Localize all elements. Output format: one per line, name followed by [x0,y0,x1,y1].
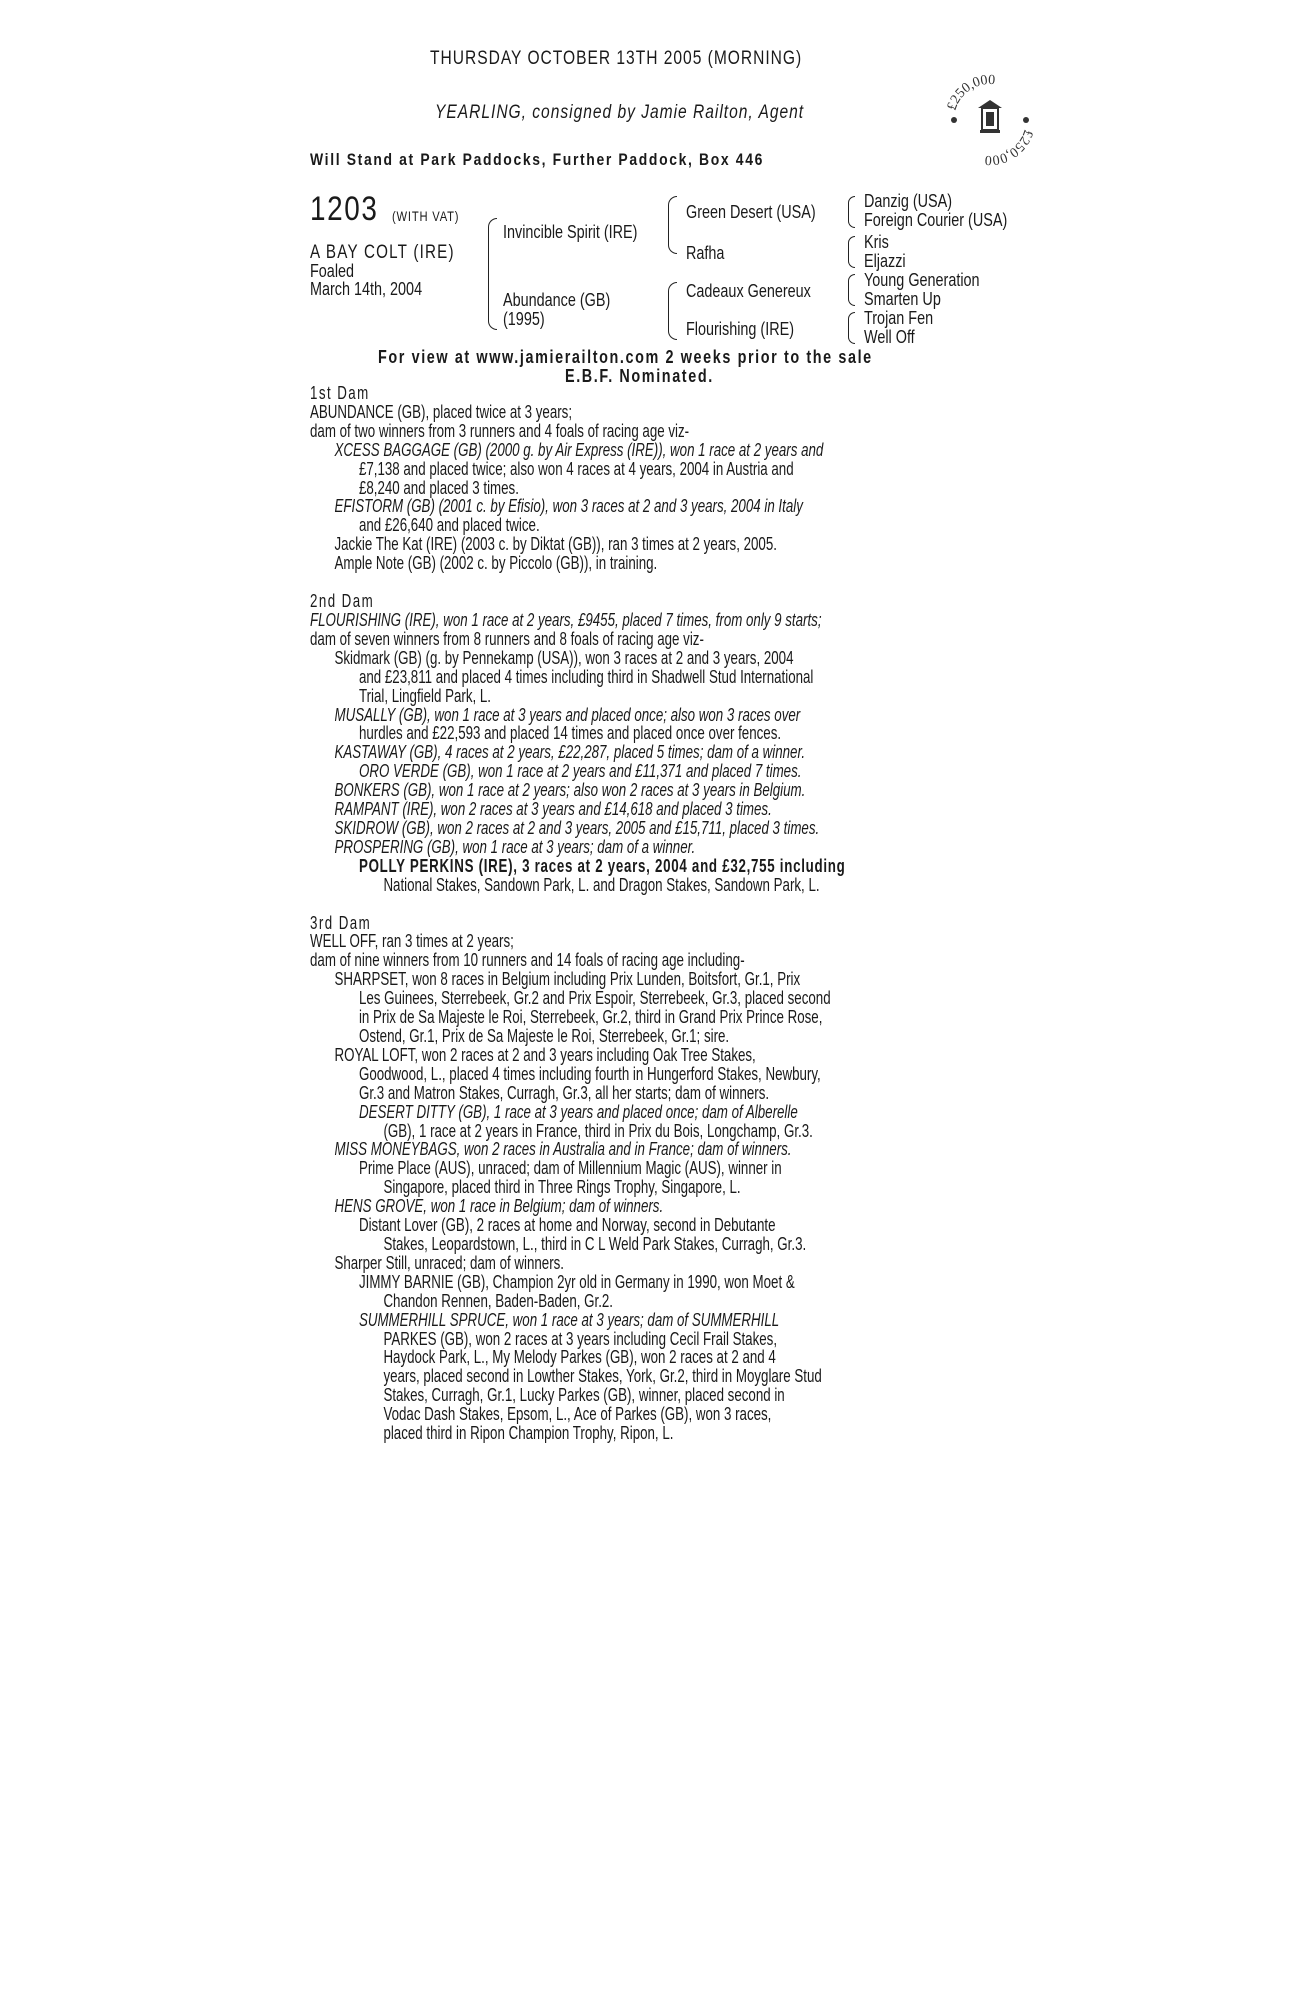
seal-text-bottom: £250,000 [984,127,1036,168]
dam1-line: Ample Note (GB) (2002 c. by Piccolo (GB)), in training. [334,552,658,574]
dam2-line: hurdles and £22,593 and placed 14 times and placed once over fences. [358,722,782,744]
dam3-line: Prime Place (AUS), unraced; dam of Millennium Magic (AUS), winner in [358,1157,782,1179]
lot-title: A BAY COLT (IRE) [310,242,455,263]
dam3-line: Singapore, placed third in Three Rings Trophy, Singapore, L. [383,1176,741,1198]
pedigree-dam-dam: Flourishing (IRE) [686,319,795,339]
pedigree-brace-3 [848,274,855,306]
dam1-line: EFISTORM (GB) (2001 c. by Efisio), won 3 races at 2 and 3 years, 2004 in Italy [334,495,803,517]
stand-location: Will Stand at Park Paddocks, Further Paddock, Box 446 [310,150,764,169]
svg-text:£250,000 [984,128,1035,167]
dam3-line: Distant Lover (GB), 2 races at home and Norway, second in Debutante [358,1214,776,1236]
dam3-line: Vodac Dash Stakes, Epsom, L., Ace of Parkes (GB), won 3 races, [383,1403,772,1425]
dam1-line: dam of two winners from 3 runners and 4 foals of racing age viz- [310,419,690,441]
view-note: For view at www.jamierailton.com 2 weeks prior to the sale [378,347,873,367]
dam3-line: DESERT DITTY (GB), 1 race at 3 years and placed once; dam of Alberelle [358,1100,798,1122]
dam3-line: in Prix de Sa Majeste le Roi, Sterrebeek, Gr.2, third in Grand Prix Prince Rose, [358,1006,823,1028]
dam3-line: Stakes, Curragh, Gr.1, Lucky Parkes (GB), winner, placed second in [383,1384,785,1406]
foaled-label: Foaled [310,261,355,281]
dam2-line: National Stakes, Sandown Park, L. and Dragon Stakes, Sandown Park, L. [383,873,820,895]
pedigree-dam: Abundance (GB) [503,290,611,310]
dam1-line: and £26,640 and placed twice. [358,514,540,536]
dam3-line: ROYAL LOFT, won 2 races at 2 and 3 years including Oak Tree Stakes, [334,1043,756,1065]
dam3-line: Goodwood, L., placed 4 times including fourth in Hungerford Stakes, Newbury, [358,1062,821,1084]
pedigree-ggp-3: Kris [864,232,889,252]
dam3-line: dam of nine winners from 10 runners and 14 foals of racing age including- [310,949,745,971]
dam2-line: ORO VERDE (GB), won 1 race at 2 years and £11,371 and placed 7 times. [358,760,802,782]
pedigree-notes-body [310,384,1138,1443]
dam3-line: Ostend, Gr.1, Prix de Sa Majeste le Roi, Sterrebeek, Gr.1; sire. [358,1025,730,1046]
dam1-line: £7,138 and placed twice; also won 4 races at 4 years, 2004 in Austria and [358,457,794,479]
pedigree-brace-sire [668,196,677,254]
dam2-line: POLLY PERKINS (IRE), 3 races at 2 years, 2004 and £32,755 including [358,854,846,876]
dam1-line: £8,240 and placed 3 times. [358,476,519,498]
pedigree-ggp-6: Smarten Up [864,289,941,309]
dam1-line: Jackie The Kat (IRE) (2003 c. by Diktat (GB)), ran 3 times at 2 years, 2005. [334,533,777,555]
dam3-line: years, placed second in Lowther Stakes, York, Gr.2, third in Moyglare Stud [383,1365,822,1387]
dam2-line: Skidmark (GB) (g. by Pennekamp (USA)), won 3 races at 2 and 3 years, 2004 [334,646,794,668]
dam3-heading: 3rd Dam [310,911,372,933]
dam3-line: (GB), 1 race at 2 years in France, third in Prix du Bois, Longchamp, Gr.3. [383,1119,813,1141]
dam2-line: MUSALLY (GB), won 1 race at 3 years and placed once; also won 3 races over [334,703,801,725]
dam2-line: RAMPANT (IRE), won 2 races at 3 years and £14,618 and placed 3 times. [334,798,772,820]
dam2-line: FLOURISHING (IRE), won 1 race at 2 years, £9455, placed 7 times, from only 9 starts; [310,608,822,630]
ebf-note: E.B.F. Nominated. [565,366,714,386]
pedigree-ggp-7: Trojan Fen [864,308,934,328]
pedigree-dam-year: (1995) [503,309,545,329]
dam2-line: Trial, Lingfield Park, L. [358,684,491,706]
pedigree-brace-dam [668,282,677,340]
dam3-line: HENS GROVE, won 1 race in Belgium; dam of winners. [334,1195,664,1217]
vat-note: (WITH VAT) [392,208,460,224]
dam2-line: KASTAWAY (GB), 4 races at 2 years, £22,287, placed 5 times; dam of a winner. [334,741,806,763]
dam1-line: ABUNDANCE (GB), placed twice at 3 years; [310,400,573,422]
dam3-line: Stakes, Leopardstown, L., third in C L Weld Park Stakes, Curragh, Gr.3. [383,1232,807,1254]
pedigree-sire-dam: Rafha [686,243,725,263]
seal-text-top: £250,000 [944,72,996,113]
consignment-line: YEARLING, consigned by Jamie Railton, Agent [435,102,805,123]
dam3-line: SHARPSET, won 8 races in Belgium including Prix Lunden, Boitsfort, Gr.1, Prix [334,968,801,990]
pedigree-ggp-5: Young Generation [864,270,980,290]
dam2-line: PROSPERING (GB), won 1 race at 3 years; dam of a winner. [334,835,696,857]
pedigree-ggp-4: Eljazzi [864,251,906,271]
pedigree-ggp-2: Foreign Courier (USA) [864,210,1008,230]
dam3-line: PARKES (GB), won 2 races at 3 years including Cecil Frail Stakes, [383,1327,778,1349]
lot-number: 1203 [310,190,379,228]
dam2-line: and £23,811 and placed 4 times including third in Shadwell Stud International [358,665,814,687]
dam2-heading: 2nd Dam [310,590,375,612]
pedigree-ggp-8: Well Off [864,327,915,347]
pedigree-dam-sire: Cadeaux Genereux [686,281,811,301]
pedigree-brace-4 [848,312,855,344]
dam1-line: XCESS BAGGAGE (GB) (2000 g. by Air Express (IRE)), won 1 race at 2 years and [334,438,824,460]
dam3-line: Gr.3 and Matron Stakes, Curragh, Gr.3, all her starts; dam of winners. [358,1081,770,1103]
dam3-line: Les Guinees, Sterrebeek, Gr.2 and Prix Espoir, Sterrebeek, Gr.3, placed second [358,987,831,1009]
pedigree-brace-1 [848,196,855,228]
dam2-line: SKIDROW (GB), won 2 races at 2 and 3 years, 2005 and £15,711, placed 3 times. [334,816,820,838]
dam3-line: MISS MONEYBAGS, won 2 races in Australia and in France; dam of winners. [334,1138,792,1160]
dam3-line: SUMMERHILL SPRUCE, won 1 race at 3 years; dam of SUMMERHILL [358,1308,780,1330]
dam3-line: Chandon Rennen, Baden-Baden, Gr.2. [383,1289,614,1311]
dam1-heading: 1st Dam [310,382,370,403]
pedigree-brace-main [488,218,497,330]
dam2-line: dam of seven winners from 8 runners and 8 foals of racing age viz- [310,627,704,649]
foaled-date: March 14th, 2004 [310,279,423,299]
pedigree-sire-sire: Green Desert (USA) [686,202,816,222]
price-seal-icon [940,68,1040,168]
dam3-line: Haydock Park, L., My Melody Parkes (GB), won 2 races at 2 and 4 [383,1346,776,1368]
dam3-line: JIMMY BARNIE (GB), Champion 2yr old in Germany in 1990, won Moet & [358,1270,795,1292]
dam3-line: Sharper Still, unraced; dam of winners. [334,1251,564,1273]
pedigree-brace-2 [848,236,855,268]
dam2-line: BONKERS (GB), won 1 race at 2 years; also won 2 races at 3 years in Belgium. [334,779,806,801]
dam3-line: WELL OFF, ran 3 times at 2 years; [310,930,514,952]
pedigree-ggp-1: Danzig (USA) [864,191,953,211]
sale-date-line: THURSDAY OCTOBER 13TH 2005 (MORNING) [430,48,803,69]
pedigree-sire: Invincible Spirit (IRE) [503,222,638,242]
dam3-line: placed third in Ripon Champion Trophy, Ripon, L. [383,1422,674,1444]
